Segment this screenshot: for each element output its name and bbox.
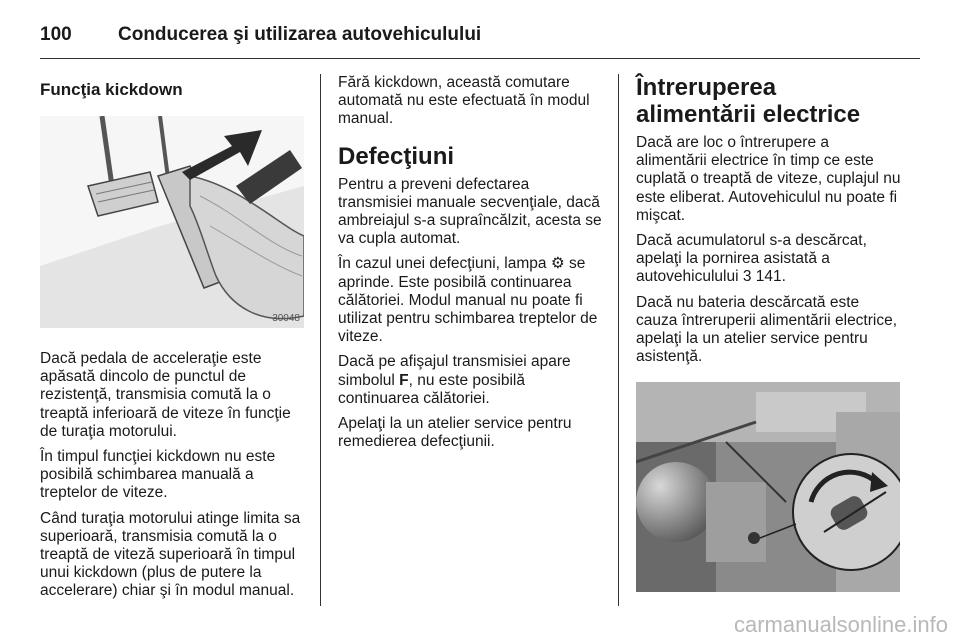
paragraph: Fără kickdown, această comutare automată nu este efectuată în modul manual. <box>338 74 590 128</box>
column-divider-1 <box>320 74 321 606</box>
paragraph <box>338 255 606 346</box>
column-2 <box>338 74 606 458</box>
column-3 <box>636 74 902 592</box>
paragraph: Dacă nu bateria descărcată este cauza întreruperii alimentării electrice, apelaţi la un atelier service pentru asistenţă. <box>636 293 898 366</box>
text-run: În cazul unei defecţiuni, lampa <box>338 255 551 273</box>
paragraph <box>338 353 606 408</box>
page-title: Conducerea şi utilizarea autovehiculului <box>118 24 482 45</box>
column-1 <box>40 74 308 608</box>
paragraph: În timpul funcţiei kickdown nu este posibilă schimbarea manuală a treptelor de viteze. <box>40 448 276 502</box>
text-run: Dacă acumulatorul s-a descărcat, apelaţi la pornirea asistată a autovehiculului <box>636 232 867 286</box>
pedal-drawing <box>40 116 304 328</box>
page-header <box>40 18 920 52</box>
paragraph: Dacă pedala de acceleraţie este apăsată dincolo de punctul de rezistenţă, transmisia comută la o treaptă inferioară de viteze în funcţie de turaţia motorului. <box>40 350 291 440</box>
paragraph <box>636 232 902 287</box>
watermark: carmanualsonline.info <box>733 612 948 637</box>
paragraph: Dacă are loc o întrerupere a alimentării electrice în timp ce este cuplată o treaptă de viteze, cuplajul nu este eliberat. Autovehiculul nu poate fi mişcat. <box>636 134 901 224</box>
header-divider <box>40 58 920 59</box>
paragraph: Când turaţia motorului atinge limita sa superioară, transmisia comută la o treaptă de viteză superioară în timpul unui kickdown (plus de putere la accelerare) chiar şi în modul manual. <box>40 509 301 600</box>
column-divider-2 <box>618 74 619 606</box>
engine-bay-drawing <box>636 382 900 592</box>
display-symbol: F <box>399 371 409 389</box>
section-heading-defects: Defecţiuni <box>338 142 455 170</box>
paragraph: Apelaţi la un atelier service pentru remedierea defecţiunii. <box>338 415 572 451</box>
text-run: Dacă pe afişajul transmisiei apare simbolul <box>338 353 571 389</box>
page-reference-link[interactable]: 3 141. <box>742 268 786 286</box>
engine-bay-photo <box>636 382 900 592</box>
figure-number: 30048 <box>272 313 300 324</box>
text-run: , nu este posibilă continuarea călătoriei. <box>338 371 525 407</box>
paragraph: Pentru a preveni defectarea transmisiei manuale secvenţiale, dacă ambreiajul s-a supraîncălzit, acesta se va cupla automat. <box>338 175 602 248</box>
text-run: se aprinde. Este posibilă continuarea călătoriei. Modul manual nu poate fi utilizat pentru schimbarea treptelor de viteze. <box>338 255 598 346</box>
section-heading-power-interruption: Întreruperea alimentării electrice <box>636 74 861 128</box>
kickdown-pedal-illustration <box>40 116 304 328</box>
transmission-warning-icon: ⚙ <box>550 255 565 273</box>
page-number: 100 <box>40 24 72 45</box>
section-heading-kickdown: Funcţia kickdown <box>40 80 183 99</box>
